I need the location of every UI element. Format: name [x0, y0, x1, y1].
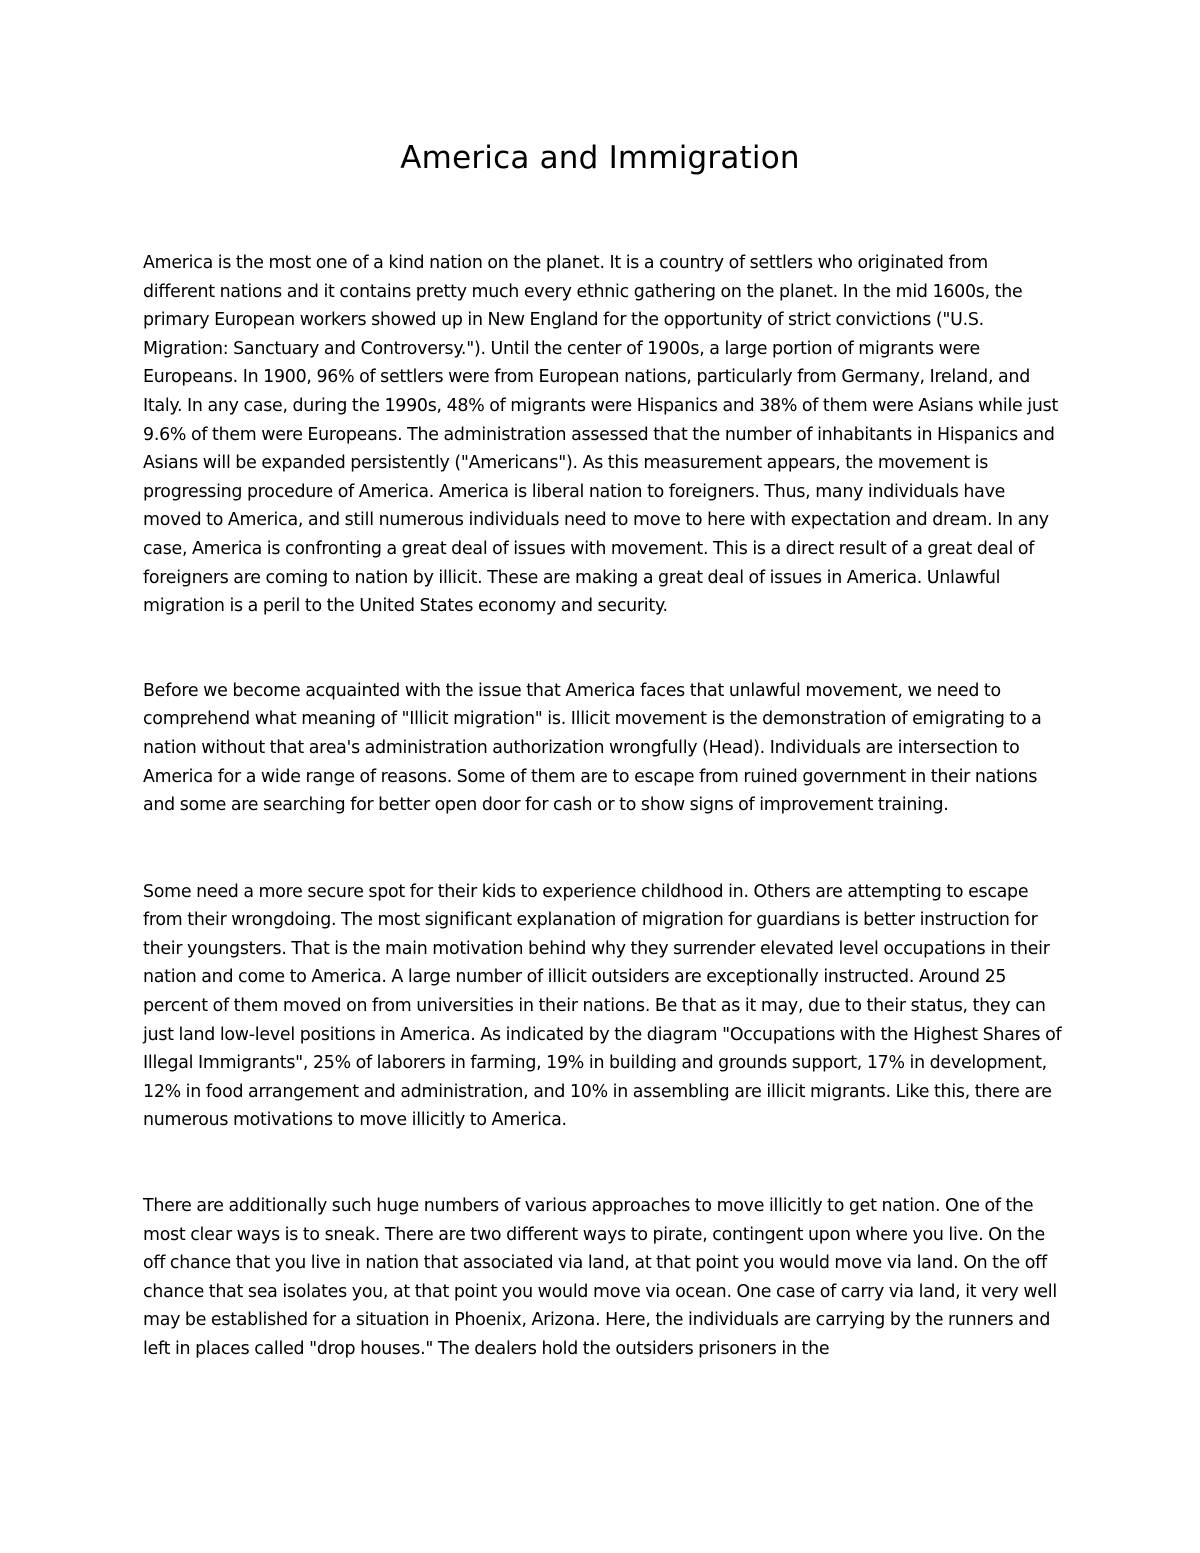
document-body — [143, 249, 1063, 1364]
paragraph-2: Before we become acquainted with the issue that America faces that unlawful movement, we need to comprehend what meaning of "Illicit migration" is. Illicit movement is the demonstration of emigrating to a nation without that area's administration authorization wrongfully (Head). Individuals are intersection to America for a wide range of reasons. Some of them are to escape from ruined government in their nations and some are searching for better open door for cash or to show signs of improvement training. — [143, 680, 1042, 816]
document-title: America and Immigration — [400, 140, 800, 176]
paragraph-3: Some need a more secure spot for their kids to experience childhood in. Others are attempting to escape from their wrongdoing. The most significant explanation of migration for guardians is better instruction for their youngsters. That is the main motivation behind why they surrender elevated level occupations in their nation and come to America. A large number of illicit outsiders are exceptionally instructed. Around 25 percent of them moved on from universities in their nations. Be that as it may, due to their status, they can just land low-level positions in America. As indicated by the diagram "Occupations with the Highest Shares of Illegal Immigrants", 25% of laborers in farming, 19% in building and grounds support, 17% in development, 12% in food arrangement and administration, and 10% in assembling are illicit migrants. Like this, there are numerous motivations to move illicitly to America. — [143, 881, 1062, 1131]
paragraph-4: There are additionally such huge numbers of various approaches to move illicitly to get nation. One of the most clear ways is to sneak. There are two different ways to pirate, contingent upon where you live. On the off chance that you live in nation that associated via land, at that point you would move via land. On the off chance that sea isolates you, at that point you would move via ocean. One case of carry via land, it very well may be established for a situation in Phoenix, Arizona. Here, the individuals are carrying by the runners and left in places called "drop houses." The dealers hold the outsiders prisoners in the — [143, 1196, 1057, 1359]
paragraph-1: America is the most one of a kind nation on the planet. It is a country of settlers who originated from different nations and it contains pretty much every ethnic gathering on the planet. In the mid 1600s, the primary European workers showed up in New England for the opportunity of strict convictions ("U.S. Migration: Sanctuary and Controversy."). Until the center of 1900s, a large portion of migrants were Europeans. In 1900, 96% of settlers were from European nations, particularly from Germany, Ireland, and Italy. In any case, during the 1990s, 48% of migrants were Hispanics and 38% of them were Asians while just 9.6% of them were Europeans. The administration assessed that the number of inhabitants in Hispanics and Asians will be expanded persistently ("Americans"). As this measurement appears, the movement is progressing procedure of America. America is liberal nation to foreigners. Thus, many individuals have moved to America, and still numerous individuals need to move to here with expectation and dream. In any case, America is confronting a great deal of issues with movement. This is a direct result of a great deal of foreigners are coming to nation by illicit. These are making a great deal of issues in America. Unlawful migration is a peril to the United States economy and security. — [143, 253, 1059, 617]
